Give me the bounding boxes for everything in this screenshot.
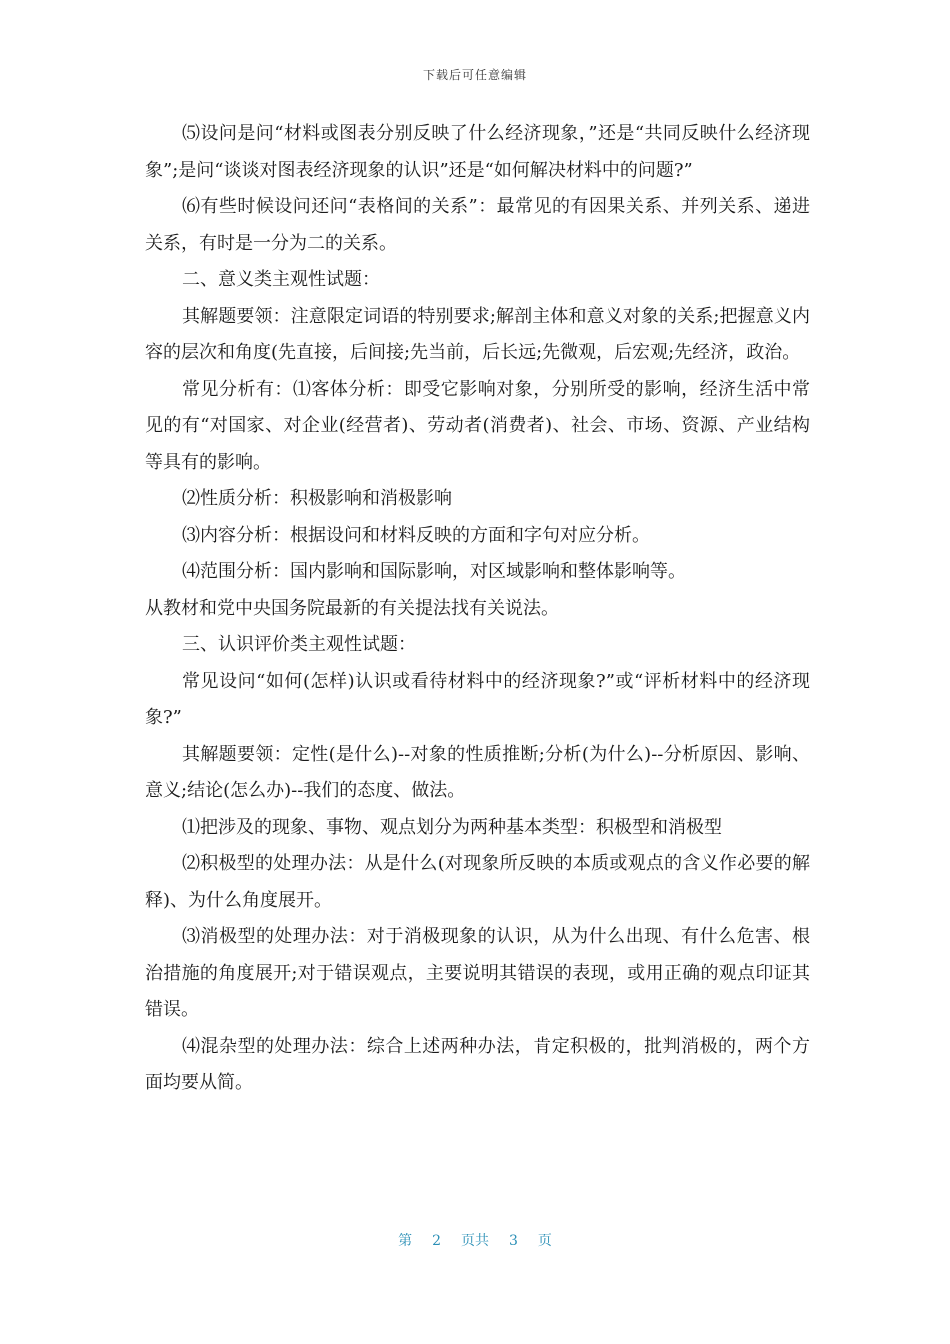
paragraph: ⑵积极型的处理办法：从是什么(对现象所反映的本质或观点的含义作必要的解释)、为什么角度展开。 xyxy=(145,853,810,911)
page-number-current: 2 xyxy=(432,1233,441,1249)
footer-middle: 页共 xyxy=(461,1233,489,1249)
section-heading: 三、认识评价类主观性试题： xyxy=(182,634,416,655)
header-note: 下载后可任意编辑 xyxy=(422,68,527,82)
paragraph: 常见分析有：⑴客体分析：即受它影响对象，分别所受的影响，经济生活中常见的有“对国家、对企业(经营者)、劳动者(消费者)、社会、市场、资源、产业结构等具有的影响。 xyxy=(145,378,810,473)
page-number-total: 3 xyxy=(509,1233,518,1249)
paragraph: ⑸设问是问“材料或图表分别反映了什么经济现象，”还是“共同反映什么经济现象”;是问“谈谈对图表经济现象的认识”还是“如何解决材料中的问题?” xyxy=(145,123,810,181)
paragraph: 常见设问“如何(怎样)认识或看待材料中的经济现象?”或“评析材料中的经济现象?” xyxy=(145,670,810,728)
paragraph: ⑵性质分析：积极影响和消极影响 xyxy=(182,488,452,509)
document-body xyxy=(145,116,810,1102)
page-footer xyxy=(0,1230,950,1250)
paragraph: 其解题要领：定性(是什么)--对象的性质推断;分析(为什么)--分析原因、影响、意义;结论(怎么办)--我们的态度、做法。 xyxy=(145,743,810,801)
paragraph: 从教材和党中央国务院最新的有关提法找有关说法。 xyxy=(145,597,559,619)
footer-prefix: 第 xyxy=(398,1233,413,1249)
paragraph: ⑹有些时候设问还问“表格间的关系”：最常见的有因果关系、并列关系、递进关系，有时是一分为二的关系。 xyxy=(145,196,810,254)
footer-suffix: 页 xyxy=(537,1233,552,1249)
paragraph: ⑶内容分析：根据设问和材料反映的方面和字句对应分析。 xyxy=(182,524,650,546)
section-heading: 二、意义类主观性试题： xyxy=(182,269,380,290)
paragraph: ⑴把涉及的现象、事物、观点划分为两种基本类型：积极型和消极型 xyxy=(182,816,722,838)
paragraph: ⑶消极型的处理办法：对于消极现象的认识，从为什么出现、有什么危害、根治措施的角度展开;对于错误观点，主要说明其错误的表现，或用正确的观点印证其错误。 xyxy=(145,926,810,1020)
paragraph: ⑷范围分析：国内影响和国际影响，对区域影响和整体影响等。 xyxy=(182,561,686,582)
paragraph: 其解题要领：注意限定词语的特别要求;解剖主体和意义对象的关系;把握意义内容的层次和角度(先直接，后间接;先当前，后长远;先微观，后宏观;先经济，政治。 xyxy=(145,305,810,363)
paragraph: ⑷混杂型的处理办法：综合上述两种办法，肯定积极的，批判消极的，两个方面均要从简。 xyxy=(145,1035,810,1093)
